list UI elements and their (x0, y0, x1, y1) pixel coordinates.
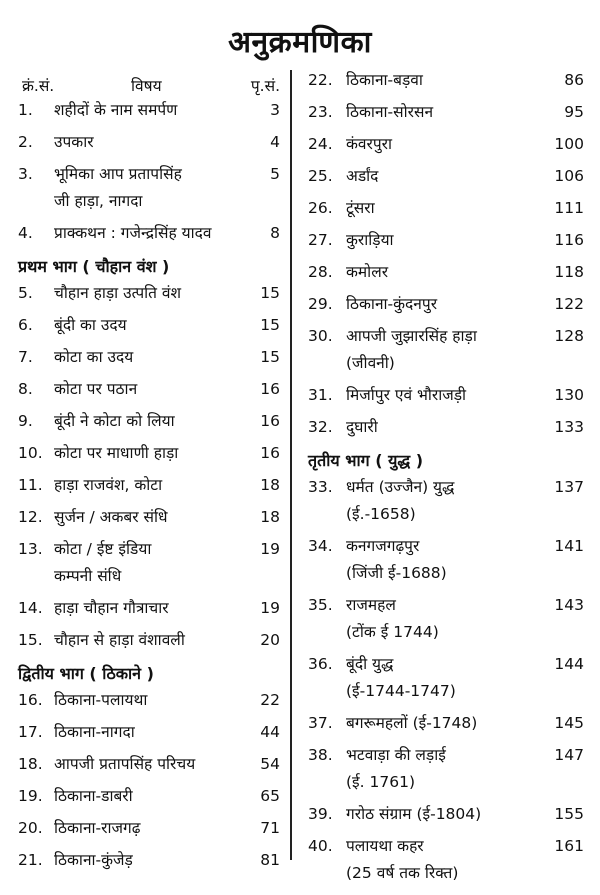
entry-title-line: कमोलर (346, 263, 389, 281)
entry-title-line: ठिकाना-राजगढ़ (54, 819, 141, 837)
entry-number: 17. (18, 723, 43, 741)
entry-title (54, 100, 177, 127)
entry-title (346, 385, 466, 412)
toc-entry (308, 536, 584, 595)
toc-entry (18, 786, 280, 818)
toc-entry (18, 850, 280, 882)
toc-entry (308, 230, 584, 262)
entry-page-number: 100 (554, 135, 584, 153)
entry-title (54, 379, 137, 406)
entry-page-number: 155 (554, 805, 584, 823)
entry-page-number: 5 (270, 165, 280, 183)
entry-title-line: ठिकाना-नागदा (54, 723, 135, 741)
column-divider (290, 70, 292, 860)
entry-title-line: आपजी जुझारसिंह हाड़ा (346, 327, 477, 345)
entry-title-line: गरोठ संग्राम (ई-1804) (346, 805, 482, 823)
entry-number: 16. (18, 691, 43, 709)
entry-title (54, 690, 147, 717)
entry-title (346, 102, 433, 129)
toc-entry (308, 417, 584, 449)
entry-page-number: 19 (260, 599, 280, 617)
entry-title (54, 475, 162, 502)
entry-page-number: 111 (554, 199, 584, 217)
entry-page-number: 18 (260, 476, 280, 494)
entry-page-number: 137 (554, 478, 584, 496)
entry-title-line: बूंदी युद्ध (346, 655, 394, 673)
toc-right-column (308, 70, 584, 895)
toc-entry (308, 134, 584, 166)
section-heading-text: तृतीय भाग ( युद्ध ) (308, 451, 424, 470)
toc-entry (18, 283, 280, 315)
toc-entry (18, 539, 280, 598)
entry-title (346, 326, 477, 380)
entry-title-line: (25 वर्ष तक रिक्त) (346, 864, 459, 882)
entry-title-line: टूंसरा (346, 199, 375, 217)
entry-page-number: 44 (260, 723, 280, 741)
page-title: अनुक्रमणिका (228, 25, 372, 60)
entry-title-line: कनगजगढ़पुर (346, 537, 420, 555)
entry-title-line: आपजी प्रतापसिंह परिचय (54, 755, 196, 773)
entry-title-line: पलायथा कहर (346, 837, 424, 855)
toc-entry (18, 598, 280, 630)
entry-title-line: शहीदों के नाम समर्पण (54, 101, 178, 119)
entry-title (54, 347, 133, 374)
toc-entry (308, 745, 584, 804)
entry-title (54, 164, 182, 218)
entry-number: 11. (18, 476, 43, 494)
entry-title (54, 850, 133, 877)
toc-entry (308, 198, 584, 230)
entry-title (346, 166, 378, 193)
table-header (18, 70, 280, 100)
entry-title-line: कंवरपुरा (346, 135, 393, 153)
entry-title (54, 539, 151, 593)
entry-number: 9. (18, 412, 33, 430)
entry-page-number: 65 (260, 787, 280, 805)
entry-number: 1. (18, 101, 33, 119)
header-number: क्रं.सं. (22, 77, 55, 95)
entry-number: 20. (18, 819, 43, 837)
entry-number: 12. (18, 508, 43, 526)
entry-number: 32. (308, 418, 333, 436)
entry-page-number: 15 (260, 316, 280, 334)
entry-page-number: 3 (270, 101, 280, 119)
entry-title-line: बूंदी का उदय (54, 316, 127, 334)
entry-page-number: 19 (260, 540, 280, 558)
entry-title (346, 134, 392, 161)
entry-number: 15. (18, 631, 43, 649)
header-subject: विषय (131, 77, 162, 95)
entry-number: 25. (308, 167, 333, 185)
toc-entry (308, 70, 584, 102)
toc-entry (18, 690, 280, 722)
entry-title (346, 745, 446, 799)
entry-page-number: 18 (260, 508, 280, 526)
toc-left-column (18, 70, 280, 882)
section-heading (18, 662, 280, 690)
entry-number: 3. (18, 165, 33, 183)
toc-entry (18, 379, 280, 411)
entry-page-number: 116 (554, 231, 584, 249)
toc-entry (308, 326, 584, 385)
entry-title (54, 507, 168, 534)
toc-entry (308, 262, 584, 294)
entry-number: 24. (308, 135, 333, 153)
entry-number: 40. (308, 837, 333, 855)
entry-title-line: दुघारी (346, 418, 378, 436)
entry-title-line: (जिंजी ई-1688) (346, 564, 447, 582)
entry-page-number: 130 (554, 386, 584, 404)
entry-page-number: 16 (260, 412, 280, 430)
entry-title-line: हाड़ा राजवंश, कोटा (54, 476, 163, 494)
entry-title (54, 818, 140, 845)
entry-title-line: उपकार (54, 133, 94, 151)
entry-number: 39. (308, 805, 333, 823)
entry-title-line: कोटा पर पठान (54, 380, 138, 398)
toc-entry (308, 294, 584, 326)
toc-entry (18, 132, 280, 164)
entry-number: 28. (308, 263, 333, 281)
entry-page-number: 71 (260, 819, 280, 837)
entry-number: 6. (18, 316, 33, 334)
toc-left-list (18, 100, 280, 882)
entry-title-line: राजमहल (346, 596, 396, 614)
entry-title (346, 713, 477, 740)
toc-entry (18, 443, 280, 475)
toc-entry (18, 754, 280, 786)
entry-page-number: 145 (554, 714, 584, 732)
toc-entry (18, 223, 280, 255)
entry-number: 10. (18, 444, 43, 462)
entry-page-number: 147 (554, 746, 584, 764)
entry-title (346, 536, 447, 590)
entry-page-number: 141 (554, 537, 584, 555)
entry-title-line: कोटा का उदय (54, 348, 134, 366)
entry-title-line: सुर्जन / अकबर संधि (54, 508, 168, 526)
toc-entry (18, 475, 280, 507)
toc-right-list (308, 70, 584, 895)
entry-page-number: 128 (554, 327, 584, 345)
entry-title-line: ठिकाना-कुंदनपुर (346, 295, 438, 313)
entry-title (346, 417, 378, 444)
entry-title (346, 198, 375, 225)
entry-page-number: 15 (260, 284, 280, 302)
entry-title (346, 595, 439, 649)
toc-entry (18, 347, 280, 379)
entry-number: 13. (18, 540, 43, 558)
entry-title-line: बूंदी ने कोटा को लिया (54, 412, 175, 430)
entry-title (54, 223, 212, 250)
entry-page-number: 106 (554, 167, 584, 185)
entry-page-number: 4 (270, 133, 280, 151)
entry-number: 8. (18, 380, 33, 398)
entry-number: 4. (18, 224, 33, 242)
entry-number: 14. (18, 599, 43, 617)
header-page: पृ.सं. (250, 77, 280, 95)
entry-title (54, 786, 133, 813)
entry-number: 33. (308, 478, 333, 496)
entry-page-number: 133 (554, 418, 584, 436)
entry-title-line: हाड़ा चौहान गौत्राचार (54, 599, 169, 617)
entry-page-number: 22 (260, 691, 280, 709)
entry-title (54, 722, 135, 749)
entry-title (346, 294, 437, 321)
entry-title (54, 754, 195, 781)
entry-title-line: (ई-1744-1747) (346, 682, 456, 700)
section-heading (308, 449, 584, 477)
entry-title (54, 630, 185, 657)
entry-number: 30. (308, 327, 333, 345)
toc-entry (18, 411, 280, 443)
entry-page-number: 144 (554, 655, 584, 673)
toc-entry (18, 630, 280, 662)
entry-number: 7. (18, 348, 33, 366)
entry-title (346, 230, 394, 257)
entry-page-number: 86 (564, 71, 584, 89)
section-heading-text: प्रथम भाग ( चौहान वंश ) (18, 257, 170, 276)
entry-title-line: कम्पनी संधि (54, 567, 122, 585)
entry-page-number: 122 (554, 295, 584, 313)
entry-page-number: 8 (270, 224, 280, 242)
entry-number: 35. (308, 596, 333, 614)
section-heading (18, 255, 280, 283)
toc-entry (308, 836, 584, 895)
entry-title-line: प्राक्कथन : गजेन्द्रसिंह यादव (54, 224, 212, 242)
entry-number: 38. (308, 746, 333, 764)
entry-title (54, 132, 94, 159)
entry-title-line: (जीवनी) (346, 354, 395, 372)
toc-entry (18, 722, 280, 754)
entry-number: 34. (308, 537, 333, 555)
entry-title-line: जी हाड़ा, नागदा (54, 192, 143, 210)
toc-entry (18, 164, 280, 223)
entry-page-number: 161 (554, 837, 584, 855)
entry-number: 21. (18, 851, 43, 869)
entry-page-number: 143 (554, 596, 584, 614)
entry-title-line: ठिकाना-सोरसन (346, 103, 434, 121)
entry-title-line: ठिकाना-डाबरी (54, 787, 133, 805)
entry-title-line: मिर्जापुर एवं भौराजड़ी (346, 386, 467, 404)
entry-title-line: भटवाड़ा की लड़ाई (346, 746, 446, 764)
toc-entry (308, 713, 584, 745)
entry-number: 23. (308, 103, 333, 121)
entry-title-line: (टोंक ई 1744) (346, 623, 439, 641)
entry-page-number: 16 (260, 444, 280, 462)
entry-page-number: 95 (564, 103, 584, 121)
toc-entry (18, 507, 280, 539)
toc-entry (308, 385, 584, 417)
entry-title-line: चौहान हाड़ा उत्पति वंश (54, 284, 182, 302)
entry-title (54, 283, 181, 310)
toc-entry (18, 818, 280, 850)
entry-number: 2. (18, 133, 33, 151)
toc-entry (308, 102, 584, 134)
entry-title-line: (ई. 1761) (346, 773, 416, 791)
entry-number: 18. (18, 755, 43, 773)
entry-page-number: 81 (260, 851, 280, 869)
entry-title-line: कुराड़िया (346, 231, 394, 249)
section-heading-text: द्वितीय भाग ( ठिकाने ) (18, 664, 154, 683)
entry-page-number: 16 (260, 380, 280, 398)
entry-title (346, 804, 481, 831)
entry-page-number: 118 (554, 263, 584, 281)
entry-number: 5. (18, 284, 33, 302)
entry-number: 22. (308, 71, 333, 89)
toc-entry (308, 477, 584, 536)
toc-entry (308, 595, 584, 654)
entry-title-line: ठिकाना-पलायथा (54, 691, 148, 709)
entry-title (346, 70, 423, 97)
entry-number: 31. (308, 386, 333, 404)
entry-number: 26. (308, 199, 333, 217)
entry-title-line: ठिकाना-कुंजेड़ (54, 851, 133, 869)
entry-title (54, 315, 127, 342)
entry-number: 19. (18, 787, 43, 805)
entry-page-number: 15 (260, 348, 280, 366)
entry-title (346, 836, 458, 890)
entry-title-line: चौहान से हाड़ा वंशावली (54, 631, 185, 649)
entry-title-line: धर्मत (उज्जैन) युद्ध (346, 478, 455, 496)
toc-entry (308, 654, 584, 713)
entry-title (54, 443, 178, 470)
entry-title-line: (ई.-1658) (346, 505, 416, 523)
entry-title-line: ठिकाना-बड़वा (346, 71, 423, 89)
entry-title-line: कोटा / ईष्ट इंडिया (54, 540, 152, 558)
entry-title-line: कोटा पर माधाणी हाड़ा (54, 444, 179, 462)
entry-title-line: अर्डांद (346, 167, 379, 185)
entry-title (54, 598, 169, 625)
entry-number: 37. (308, 714, 333, 732)
entry-title-line: भूमिका आप प्रतापसिंह (54, 165, 182, 183)
entry-title-line: बगरूमहलों (ई-1748) (346, 714, 478, 732)
toc-entry (18, 100, 280, 132)
entry-title (346, 262, 388, 289)
entry-title (346, 654, 456, 708)
entry-number: 36. (308, 655, 333, 673)
toc-entry (308, 166, 584, 198)
entry-page-number: 54 (260, 755, 280, 773)
entry-number: 27. (308, 231, 333, 249)
entry-page-number: 20 (260, 631, 280, 649)
entry-title (54, 411, 175, 438)
entry-title (346, 477, 454, 531)
entry-number: 29. (308, 295, 333, 313)
toc-entry (18, 315, 280, 347)
toc-entry (308, 804, 584, 836)
